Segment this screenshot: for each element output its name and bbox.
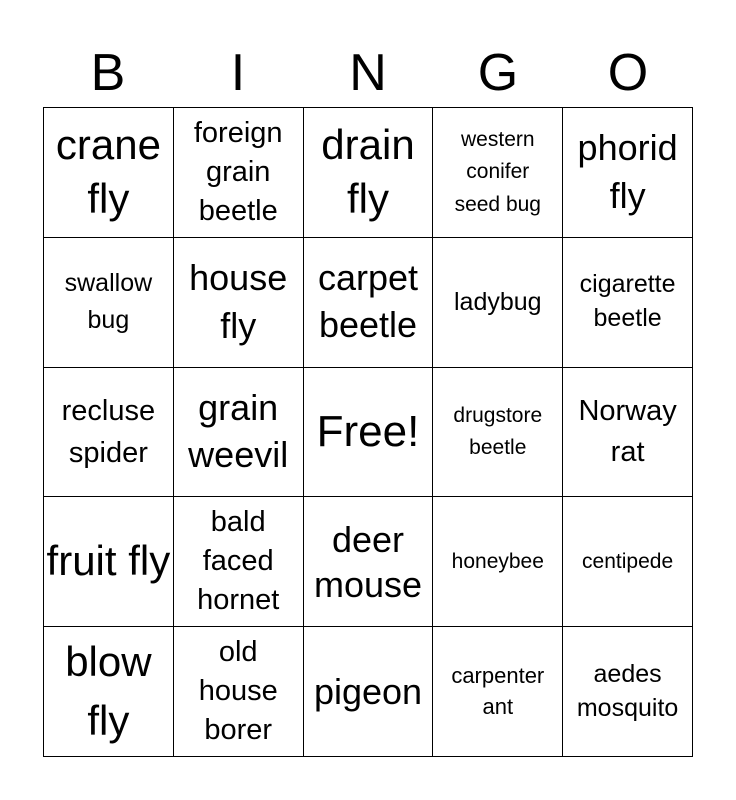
bingo-cell[interactable]: centipede	[563, 497, 693, 627]
bingo-cell[interactable]: crane fly	[44, 108, 174, 238]
bingo-cell[interactable]: drain fly	[304, 108, 434, 238]
bingo-cell[interactable]: drugstore beetle	[433, 368, 563, 498]
bingo-cell[interactable]: phorid fly	[563, 108, 693, 238]
bingo-cell[interactable]: western conifer seed bug	[433, 108, 563, 238]
bingo-cell[interactable]: cigarette beetle	[563, 238, 693, 368]
bingo-header	[43, 40, 693, 106]
bingo-cell[interactable]: foreign grain beetle	[174, 108, 304, 238]
bingo-cell[interactable]: house fly	[174, 238, 304, 368]
header-letter-i: I	[230, 44, 246, 102]
bingo-cell[interactable]: aedes mosquito	[563, 627, 693, 757]
bingo-cell[interactable]: ladybug	[433, 238, 563, 368]
bingo-cell[interactable]: recluse spider	[44, 368, 174, 498]
bingo-cell[interactable]: fruit fly	[44, 497, 174, 627]
bingo-cell[interactable]: grain weevil	[174, 368, 304, 498]
bingo-cell[interactable]: carpenter ant	[433, 627, 563, 757]
bingo-cell[interactable]: blow fly	[44, 627, 174, 757]
bingo-cell[interactable]: deer mouse	[304, 497, 434, 627]
bingo-board	[43, 107, 693, 757]
bingo-cell[interactable]: pigeon	[304, 627, 434, 757]
bingo-cell[interactable]: honeybee	[433, 497, 563, 627]
bingo-cell[interactable]: old house borer	[174, 627, 304, 757]
bingo-cell[interactable]: bald faced hornet	[174, 497, 304, 627]
header-letter-g: G	[477, 44, 519, 102]
header-letter-o: O	[607, 44, 649, 102]
bingo-cell[interactable]: Norway rat	[563, 368, 693, 498]
bingo-cell[interactable]: swallow bug	[44, 238, 174, 368]
header-letter-n: N	[349, 44, 387, 102]
free-space[interactable]: Free!	[304, 368, 434, 498]
bingo-cell[interactable]: carpet beetle	[304, 238, 434, 368]
header-letter-b: B	[90, 44, 126, 102]
